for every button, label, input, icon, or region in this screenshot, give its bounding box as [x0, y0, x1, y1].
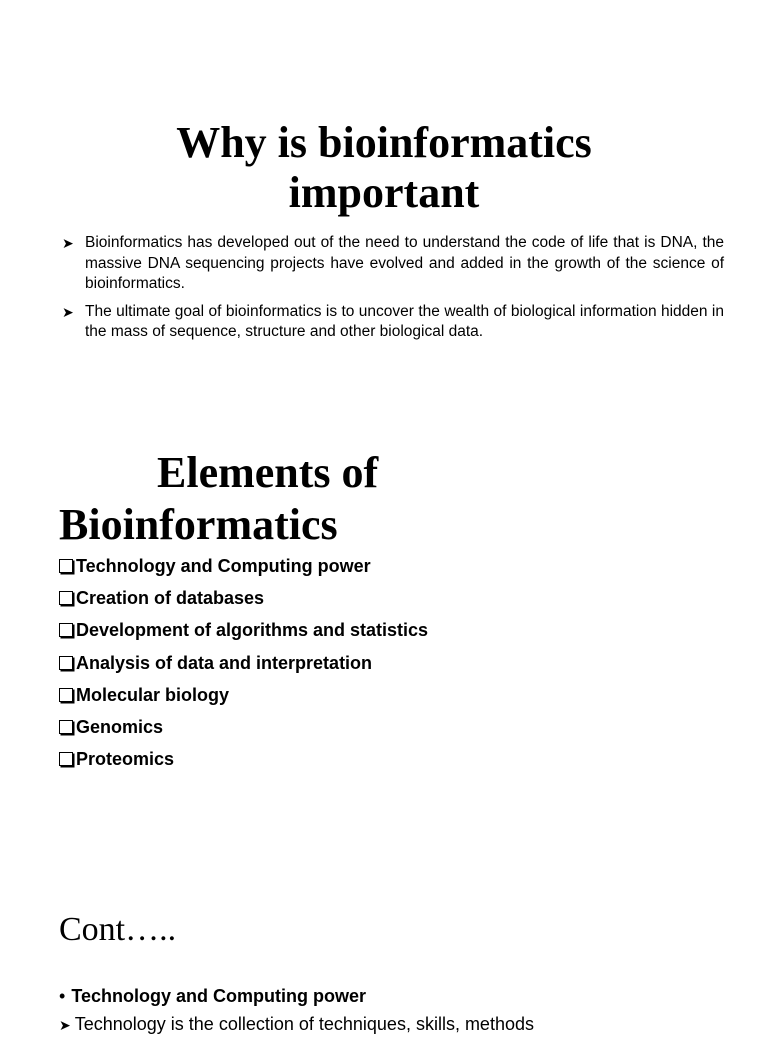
bullet-text: The ultimate goal of bioinformatics is to uncover the wealth of biological information hidden in the mass of sequence, structure and other biological data.: [85, 302, 724, 340]
list-item: [59, 550, 428, 582]
list-item: [59, 743, 428, 775]
bullet-item: [62, 302, 724, 343]
list-item-label: Technology and Computing power: [76, 556, 371, 576]
list-item: [59, 679, 428, 711]
arrow-bullet-icon: ➤: [59, 1017, 71, 1033]
checkbox-bullet-icon: [59, 688, 73, 702]
checkbox-bullet-icon: [59, 623, 73, 637]
bullet-list: [62, 233, 724, 350]
list-item: [59, 582, 428, 614]
list-item: [59, 614, 428, 646]
list-item-label: Molecular biology: [76, 684, 230, 705]
list-item-label: Development of algorithms and statistics: [76, 620, 429, 641]
slide-title: [0, 118, 768, 218]
slide-title: Cont…..: [59, 911, 177, 948]
dot-bullet-icon: •: [59, 986, 66, 1006]
bullet-text: Bioinformatics has developed out of the need to understand the code of life that is DNA, the massive DNA sequencing projects have evolved and added in the growth of the science of bioinformatics.: [85, 234, 724, 292]
list-item-label: Proteomics: [76, 749, 175, 770]
list-item-label: Genomics: [76, 717, 164, 738]
checkbox-bullet-icon: [59, 752, 73, 766]
checkbox-bullet-icon: [59, 559, 73, 573]
checkbox-bullet-icon: [59, 656, 73, 670]
list-item-label: Creation of databases: [76, 588, 265, 609]
slide-title-line-2: Bioinformatics: [59, 500, 338, 549]
slide-title-line-1: Elements of: [157, 448, 379, 497]
bullet-item: [62, 233, 724, 295]
bullet-text: Technology and Computing power: [71, 986, 366, 1006]
checkbox-list: [59, 550, 428, 775]
title-line-1: Why is bioinformatics: [176, 118, 592, 167]
checkbox-bullet-icon: [59, 591, 73, 605]
list-item: [59, 647, 428, 679]
list-item: [59, 711, 428, 743]
title-line-2: important: [288, 168, 480, 217]
checkbox-bullet-icon: [59, 720, 73, 734]
sub-bullet-text: Technology is the collection of techniques, skills, methods: [74, 1014, 534, 1034]
bullet-item: [59, 984, 366, 1008]
arrow-bullet-icon: ➤: [62, 235, 74, 251]
sub-bullet-item: [59, 1012, 534, 1037]
list-item-label: Analysis of data and interpretation: [76, 652, 373, 673]
arrow-bullet-icon: ➤: [62, 303, 74, 320]
